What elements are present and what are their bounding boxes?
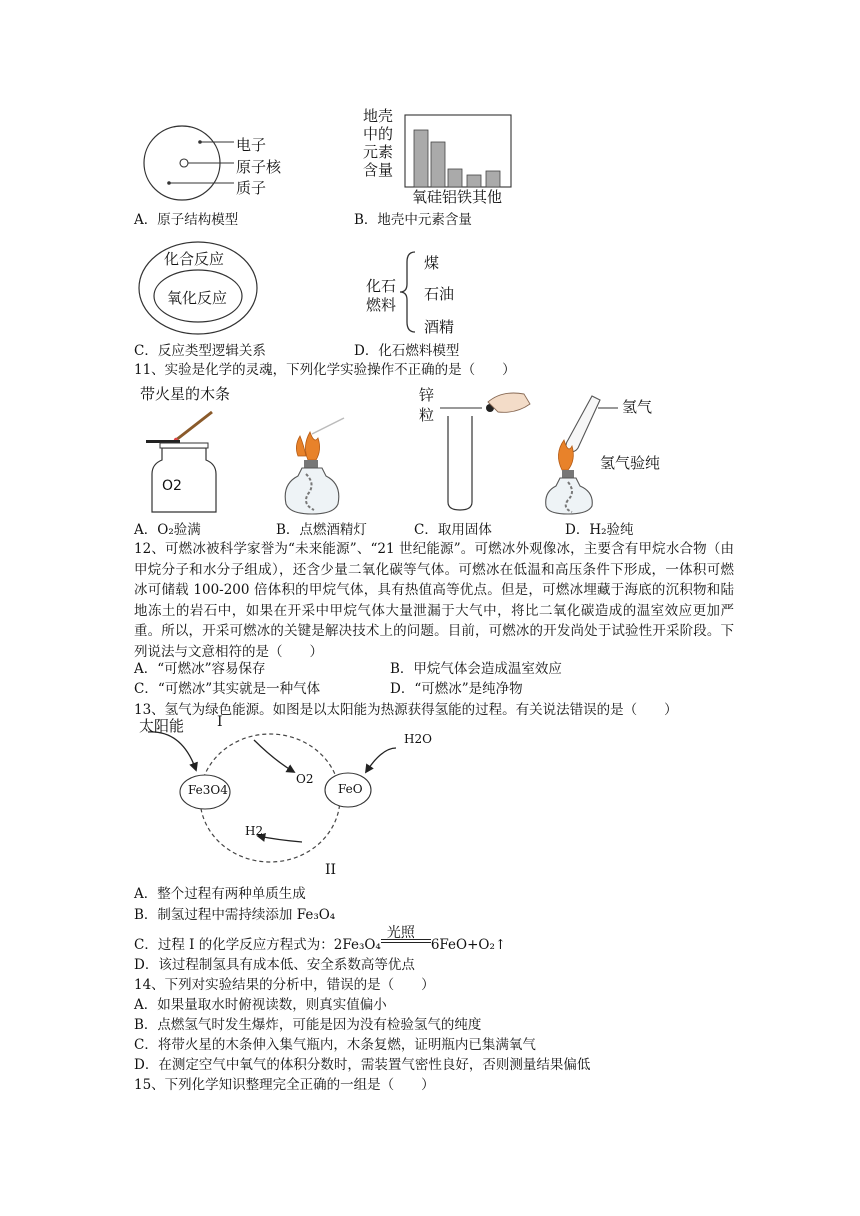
zinc-grain-label-line: 锌: [419, 386, 435, 404]
reaction-condition: [381, 925, 431, 949]
brace-icon: [398, 250, 420, 334]
q13-option-c-lhs: C．过程 I 的化学反应方程式为：2Fe₃O₄: [134, 937, 381, 953]
question-13-stem: 13、氢气为绿色能源。如图是以太阳能为热源获得氢能的过程。有关说法错误的是（ ）: [134, 702, 678, 718]
fossil-fuel-label: [366, 277, 396, 315]
fe3o4-label: Fe3O4: [188, 783, 228, 797]
nucleus-label: 原子核: [236, 158, 282, 176]
q14-option-a: A．如果量取水时俯视读数，则真实值偏小: [134, 997, 387, 1013]
crust-ylabel-line: 地壳: [363, 107, 394, 125]
zinc-grain-label-line: 粒: [419, 406, 435, 424]
crust-bar-chart: [404, 114, 514, 188]
caption-d: D．化石燃料模型: [354, 343, 460, 359]
question-15-stem: 15、下列化学知识整理完全正确的一组是（ ）: [134, 1077, 435, 1093]
bar-aluminum: [448, 169, 462, 187]
question-11-stem: 11、实验是化学的灵魂，下列化学实验操作不正确的是（ ）: [134, 362, 516, 378]
process-1-label: I: [217, 714, 223, 730]
q12-option-b: B．甲烷气体会造成温室效应: [390, 661, 562, 677]
equals-sign: [381, 939, 431, 943]
q11-option-c: C．取用固体: [414, 522, 492, 538]
glowing-splint-label: 带火星的木条: [140, 385, 231, 403]
q11-option-a: A．O₂验满: [134, 522, 201, 538]
reaction-condition-label: 光照: [386, 925, 415, 941]
proton-label: 质子: [236, 179, 267, 197]
hydrogen-pointer-line: [598, 404, 618, 412]
q12-option-d: D．“可燃冰”是纯净物: [390, 681, 523, 697]
process-2-label: II: [325, 862, 337, 878]
caption-a: A．原子结构模型: [134, 212, 239, 228]
crust-ylabel: [363, 107, 393, 179]
q13-option-b: B．制氢过程中需持续添加 Fe₃O₄: [134, 907, 336, 923]
solar-energy-label: 太阳能: [139, 717, 185, 735]
alcohol-label: 酒精: [424, 318, 455, 336]
crust-element-labels: 氧硅铝铁其他: [412, 188, 503, 206]
feo-label: FeO: [338, 782, 363, 796]
oxidation-reaction-label: 氧化反应: [167, 289, 228, 307]
q13-option-a: A．整个过程有两种单质生成: [134, 886, 306, 902]
crust-ylabel-line: 元素: [363, 143, 394, 161]
q11-option-d: D．H₂验纯: [565, 522, 634, 538]
q13-option-c: [134, 925, 507, 953]
bar-silicon: [431, 142, 445, 187]
q13-option-c-rhs: 6FeO+O₂↑: [430, 937, 507, 953]
oxygen-label: O2: [162, 478, 182, 494]
zinc-grain-label: [419, 385, 434, 425]
caption-b: B．地壳中元素含量: [354, 212, 472, 228]
q12-option-a: A．“可燃冰”容易保存: [134, 661, 266, 677]
q14-option-d: D．在测定空气中氧气的体积分数时，需装置气密性良好，否则测量结果偏低: [134, 1057, 591, 1073]
q14-option-b: B．点燃氢气时发生爆炸，可能是因为没有检验氢气的纯度: [134, 1017, 482, 1033]
bar-other: [486, 171, 500, 187]
q11-option-b: B．点燃酒精灯: [276, 522, 367, 538]
crust-ylabel-line: 中的: [363, 125, 394, 143]
h2o-label: H2O: [404, 732, 432, 746]
question-14-stem: 14、下列对实验结果的分析中，错误的是（ ）: [134, 977, 435, 993]
fossil-fuel-label-line: 化石: [366, 277, 397, 295]
petroleum-label: 石油: [424, 285, 455, 303]
alcohol-lamp-lighting-figure: [272, 412, 352, 518]
crust-ylabel-line: 含量: [363, 161, 394, 179]
hydrogen-purity-label: 氢气验纯: [600, 454, 661, 472]
question-12-stem: 12、可燃冰被科学家誉为“未来能源”、“21 世纪能源”。可燃冰外观像冰，主要含有甲烷水合物（由甲烷分子和水分子组成），还含少量二氧化碳等气体。可燃冰在低温和高压条件下形成，一体积可燃冰可储载 100-200 倍体积的甲烷气体，具有热值高等优点。但是，可燃冰埋藏于海底的沉积物和陆地冻土的岩石中，如果在开采中甲烷气体大量泄漏于大气中，将比二氧化碳造成的温室效应更加严重。所以，开采可燃冰的关键是解决技术上的问题。目前，可燃冰的开发尚处于试验性开采阶段。下列说法与文意相符的是（ ）: [134, 541, 734, 660]
q14-option-c: C．将带火星的木条伸入集气瓶内，木条复燃，证明瓶内已集满氧气: [134, 1037, 536, 1053]
combination-reaction-label: 化合反应: [164, 250, 225, 268]
hydrogen-cycle-diagram: [134, 712, 434, 878]
h2-label: H2: [245, 824, 264, 838]
coal-label: 煤: [424, 254, 440, 272]
bar-oxygen: [414, 130, 428, 187]
caption-c: C．反应类型逻辑关系: [134, 343, 266, 359]
electron-label: 电子: [236, 136, 267, 154]
o2-label: O2: [296, 772, 314, 786]
take-solid-figure: [436, 386, 532, 512]
oxygen-check-figure: [140, 404, 230, 516]
q13-option-d: D．该过程制氢具有成本低、安全系数高等优点: [134, 957, 415, 973]
hydrogen-label: 氢气: [622, 398, 653, 416]
q12-option-c: C．“可燃冰”其实就是一种气体: [134, 681, 321, 697]
fossil-fuel-label-line: 燃料: [366, 296, 397, 314]
